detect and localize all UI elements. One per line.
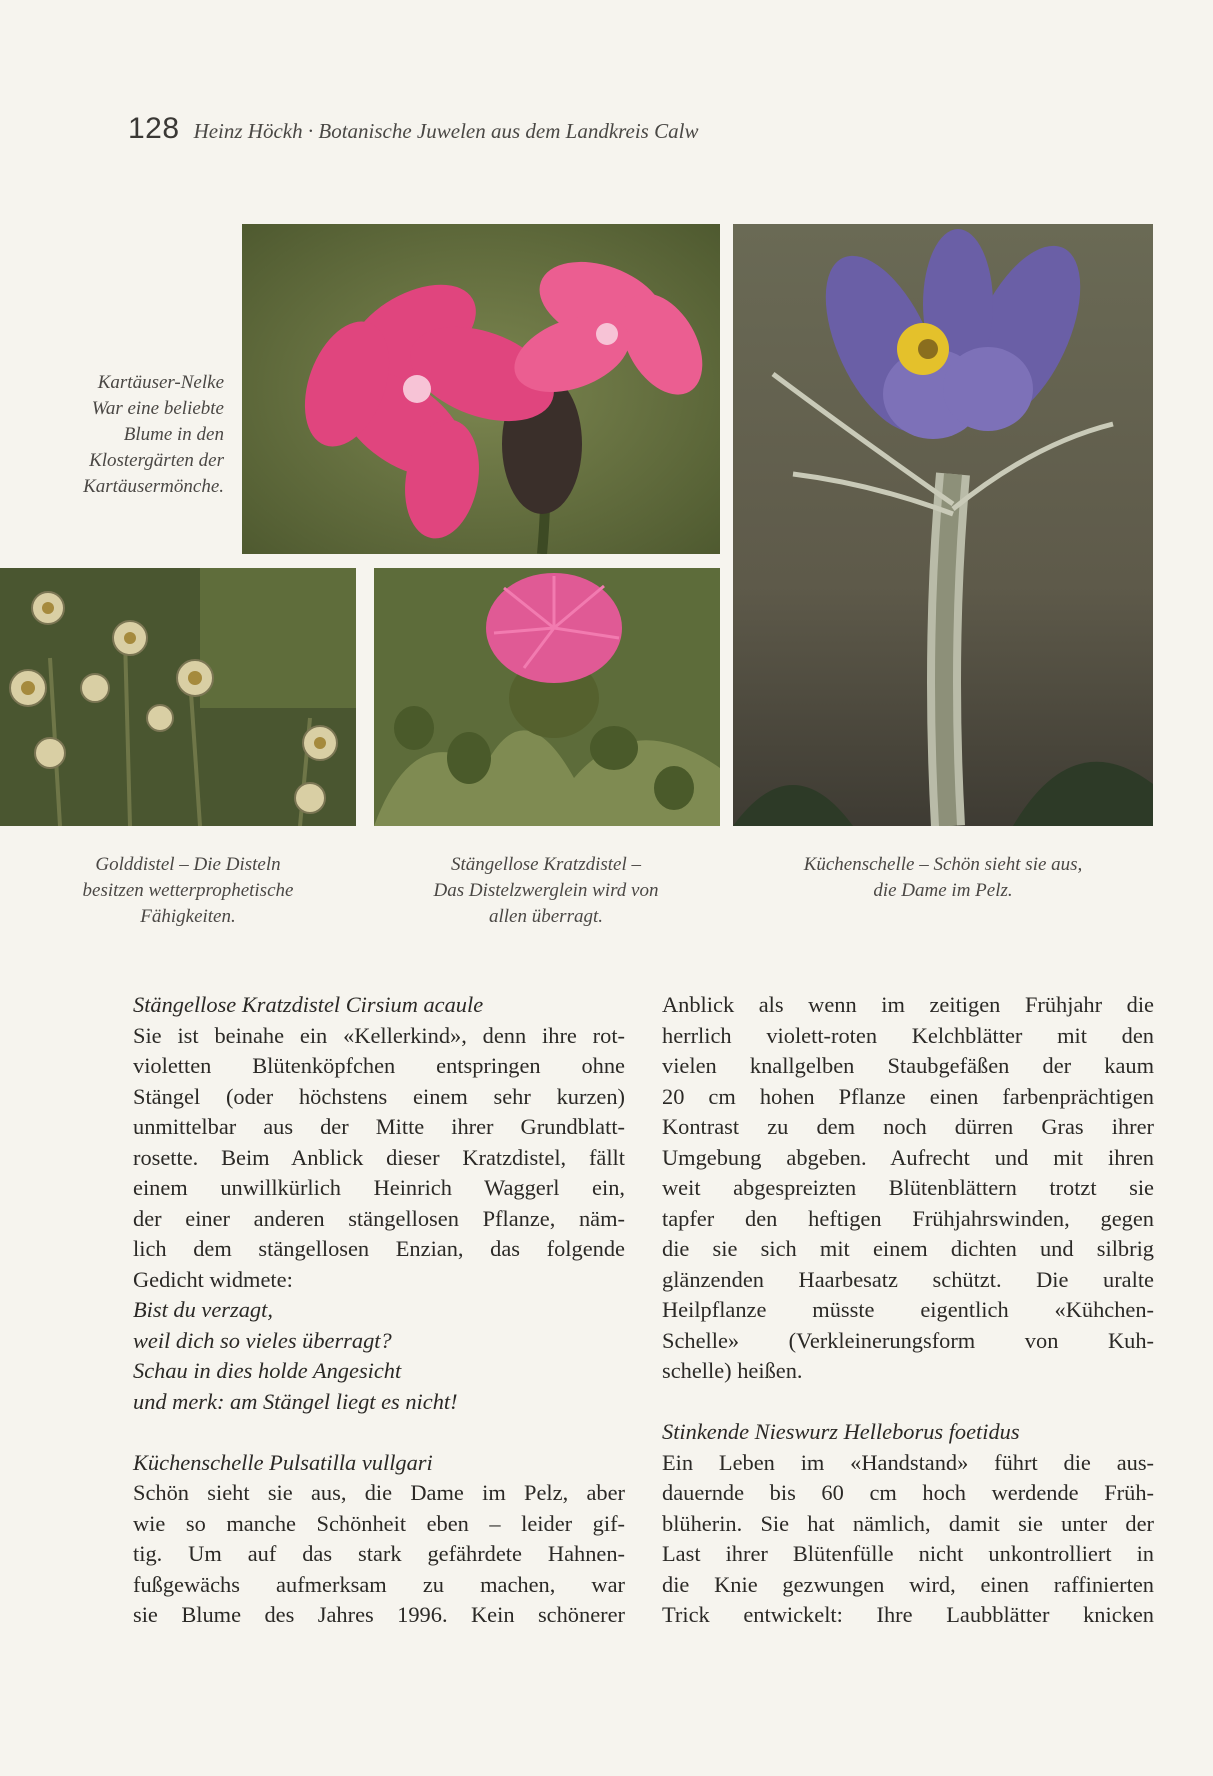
caption-line: Das Distelzwerglein wird von [433,880,659,901]
body-line: fußgewächs aufmerksam zu machen, war [133,1571,625,1597]
poem-line: und merk: am Stängel liegt es nicht! [133,1388,458,1414]
body-line: Trick entwickelt: Ihre Laubblätter knicken [662,1602,1154,1627]
caption-kuechenschelle [733,852,1153,904]
body-line: sie Blume des Jahres 1996. Kein schönerer [133,1602,625,1627]
poem-line: weil dich so vieles überragt? [133,1327,392,1353]
caption-line: Klostergärten der [89,450,224,471]
body-line: unmittelbar aus der Mitte ihrer Grundblatt- [133,1114,625,1139]
body-line: der einer anderen stängellosen Pflanze, näm- [133,1205,625,1231]
photo-kuechenschelle [733,224,1153,826]
caption-line: Blume in den [123,424,224,445]
body-line: Schelle» (Verkleinerungsform von Kuh- [662,1327,1154,1353]
body-line: wie so manche Schönheit eben – leider gif- [133,1510,625,1536]
text-column-left [133,990,625,1631]
caption-line: Fähigkeiten. [140,906,236,927]
body-line: violetten Blütenköpfchen entspringen ohne [133,1053,625,1078]
body-line: Heilpflanze müsste eigentlich «Kühchen- [662,1297,1154,1322]
paragraph-gap [662,1387,1154,1418]
body-line: Last ihrer Blütenfülle nicht unkontrolliert in [662,1541,1154,1566]
body-line: Stängel (oder höchstens einem sehr kurzen) [133,1083,625,1109]
caption-golddistel [30,852,346,930]
body-line: lich dem stängellosen Enzian, das folgende [133,1236,625,1261]
paragraph-gap [133,1417,625,1448]
caption-line: die Dame im Pelz. [873,880,1013,901]
caption-line: Küchenschelle – Schön sieht sie aus, [803,854,1083,875]
body-line: schelle) heißen. [662,1358,803,1383]
caption-kartaeuser-nelke [30,370,224,500]
photo-golddistel [0,568,356,826]
section-heading: Küchenschelle Pulsatilla vullgari [133,1449,433,1475]
body-line: Ein Leben im «Handstand» führt die aus- [662,1449,1154,1475]
body-line: glänzenden Haarbesatz schützt. Die uralte [662,1266,1154,1292]
caption-line: Golddistel – Die Disteln [95,854,281,875]
body-line: tig. Um auf das stark gefährdete Hahnen- [133,1541,625,1566]
page-header [128,112,698,146]
caption-line: allen überragt. [489,906,603,927]
caption-line: War eine beliebte [91,398,224,419]
body-line: 20 cm hohen Pflanze einen farbenprächtigen [662,1083,1154,1109]
body-line: Gedicht widmete: [133,1266,293,1292]
body-line: Schön sieht sie aus, die Dame im Pelz, aber [133,1480,625,1505]
caption-staengellose-kratzdistel [386,852,706,930]
body-line: die sie sich mit einem dichten und silbrig [662,1236,1154,1261]
body-line: Kontrast zu dem noch dürren Gras ihrer [662,1114,1154,1139]
running-head: Heinz Höckh · Botanische Juwelen aus dem Landkreis Calw [193,119,699,143]
body-line: einem unwillkürlich Heinrich Waggerl ein, [133,1175,625,1200]
poem-line: Bist du verzagt, [133,1297,273,1322]
caption-line: Kartäuser-Nelke [97,372,224,393]
photo-kartaeuser-nelke [242,224,720,554]
body-line: dauernde bis 60 cm hoch werdende Früh- [662,1480,1154,1505]
body-line: tapfer den heftigen Frühjahrswinden, gegen [662,1205,1154,1231]
page-number: 128 [128,112,180,145]
body-line: Sie ist beinahe ein «Kellerkind», denn ihre rot- [133,1022,625,1048]
body-line: rosette. Beim Anblick dieser Kratzdistel, fällt [133,1144,625,1170]
section-heading: Stängellose Kratzdistel Cirsium acaule [133,992,484,1017]
section-heading: Stinkende Nieswurz Helleborus foetidus [662,1419,1020,1444]
text-column-right [662,990,1154,1631]
body-line: Umgebung abgeben. Aufrecht und mit ihren [662,1144,1154,1170]
body-line: herrlich violett-roten Kelchblätter mit den [662,1022,1154,1048]
body-line: blüherin. Sie hat nämlich, damit sie unter der [662,1510,1154,1536]
body-line: Anblick als wenn im zeitigen Frühjahr die [662,992,1154,1017]
body-line: vielen knallgelben Staubgefäßen der kaum [662,1053,1154,1078]
poem-line: Schau in dies holde Angesicht [133,1358,402,1383]
caption-line: Stängellose Kratzdistel – [451,854,641,875]
body-line: weit abgespreizten Blütenblättern trotzt sie [662,1175,1154,1200]
body-line: die Knie gezwungen wird, einen raffinierten [662,1571,1154,1597]
caption-line: Kartäusermönche. [83,476,224,497]
caption-line: besitzen wetterprophetische [82,880,294,901]
photo-staengellose-kratzdistel [374,568,720,826]
